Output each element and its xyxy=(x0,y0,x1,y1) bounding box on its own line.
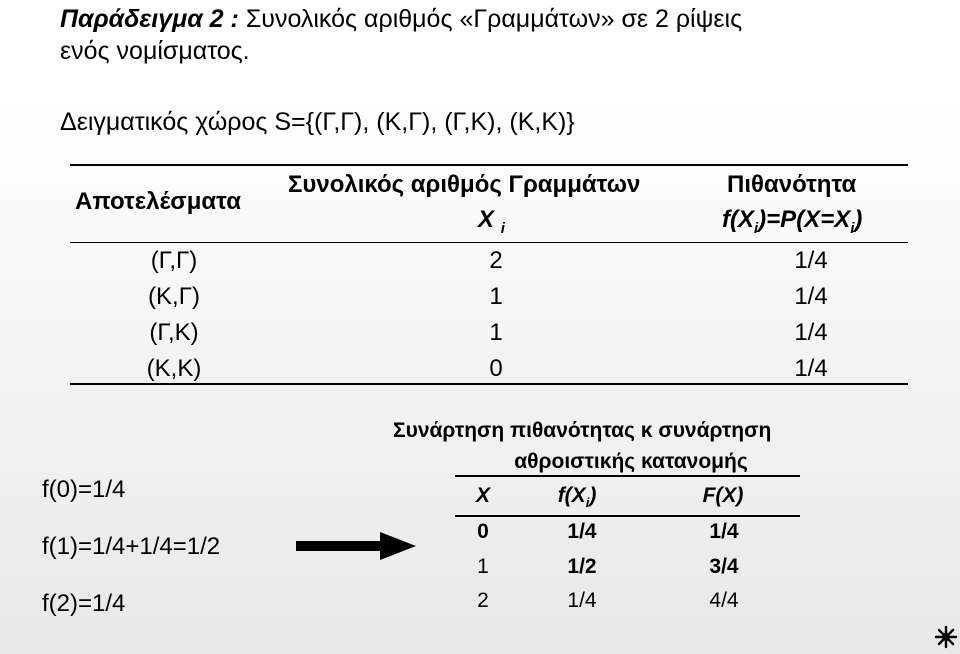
title-bold: Παράδειγμα 2 : xyxy=(60,5,239,33)
star-burst-icon[interactable] xyxy=(934,625,958,649)
row-p: 1/4 xyxy=(794,355,828,382)
table1-bottom-rule xyxy=(70,383,908,385)
row-p: 1/4 xyxy=(794,283,828,310)
row-x: 1 xyxy=(489,319,503,346)
table1-top-rule xyxy=(70,164,908,166)
row-outcome: (Γ,Γ) xyxy=(150,247,198,274)
header-x: X xyxy=(475,484,491,507)
prob-sub2: i xyxy=(850,220,855,237)
table1-header-rule xyxy=(70,242,908,243)
caption-line1: Συνάρτηση πιθανότητας κ συνάρτηση xyxy=(393,419,772,442)
row-F: 1/4 xyxy=(709,520,739,543)
title-text: Συνολικός αριθμός «Γραμμάτων» σε 2 ρίψεις xyxy=(245,5,743,33)
row-outcome: (Κ,Κ) xyxy=(146,355,202,382)
header-count: Συνολικός αριθμός Γραμμάτων xyxy=(288,171,641,198)
prob-a: f(X xyxy=(722,206,754,233)
prob-c: ) xyxy=(854,206,863,233)
table2-top-rule xyxy=(455,475,800,477)
row-x: 2 xyxy=(477,589,489,612)
right-arrow-icon xyxy=(296,530,418,562)
header-prob: Πιθανότητα xyxy=(727,171,857,198)
formula-f1: f(1)=1/4+1/4=1/2 xyxy=(42,533,221,560)
header-count-var xyxy=(478,206,505,237)
header-prob-formula xyxy=(722,206,863,237)
row-p: 1/4 xyxy=(794,247,828,274)
sample-space: Δειγματικός χώρος S={(Γ,Γ), (Κ,Γ), (Γ,Κ), (Κ,Κ)} xyxy=(60,108,575,136)
header-outcomes: Αποτελέσματα xyxy=(75,188,241,215)
caption-line2: αθροιστικής κατανομής xyxy=(514,450,748,473)
row-p: 1/4 xyxy=(794,319,828,346)
count-sub: i xyxy=(500,220,505,237)
formula-f0: f(0)=1/4 xyxy=(42,476,126,503)
row-x: 0 xyxy=(477,520,489,543)
table2-header-rule xyxy=(455,515,800,517)
title-line2: ενός νομίσματος. xyxy=(60,37,250,65)
prob-b: )=P(X=X xyxy=(758,206,851,233)
header-f xyxy=(558,484,597,508)
row-outcome: (Γ,Κ) xyxy=(149,319,199,346)
row-x: 1 xyxy=(477,555,489,578)
row-f: 1/2 xyxy=(567,555,597,578)
row-x: 1 xyxy=(489,283,503,310)
slide-title xyxy=(60,2,742,36)
header-F: F(X) xyxy=(702,484,744,507)
row-F: 3/4 xyxy=(709,555,739,578)
count-var: X xyxy=(478,206,495,233)
prob-sub1: i xyxy=(754,220,759,237)
formula-f2: f(2)=1/4 xyxy=(42,590,126,617)
row-f: 1/4 xyxy=(567,589,597,612)
f-sub: i xyxy=(585,495,590,510)
row-outcome: (Κ,Γ) xyxy=(148,283,200,310)
row-f: 1/4 xyxy=(567,520,597,543)
row-x: 0 xyxy=(489,355,503,382)
row-x: 2 xyxy=(489,247,503,274)
f-b: ) xyxy=(589,484,597,507)
row-F: 4/4 xyxy=(709,589,739,612)
f-a: f(X xyxy=(557,484,586,507)
